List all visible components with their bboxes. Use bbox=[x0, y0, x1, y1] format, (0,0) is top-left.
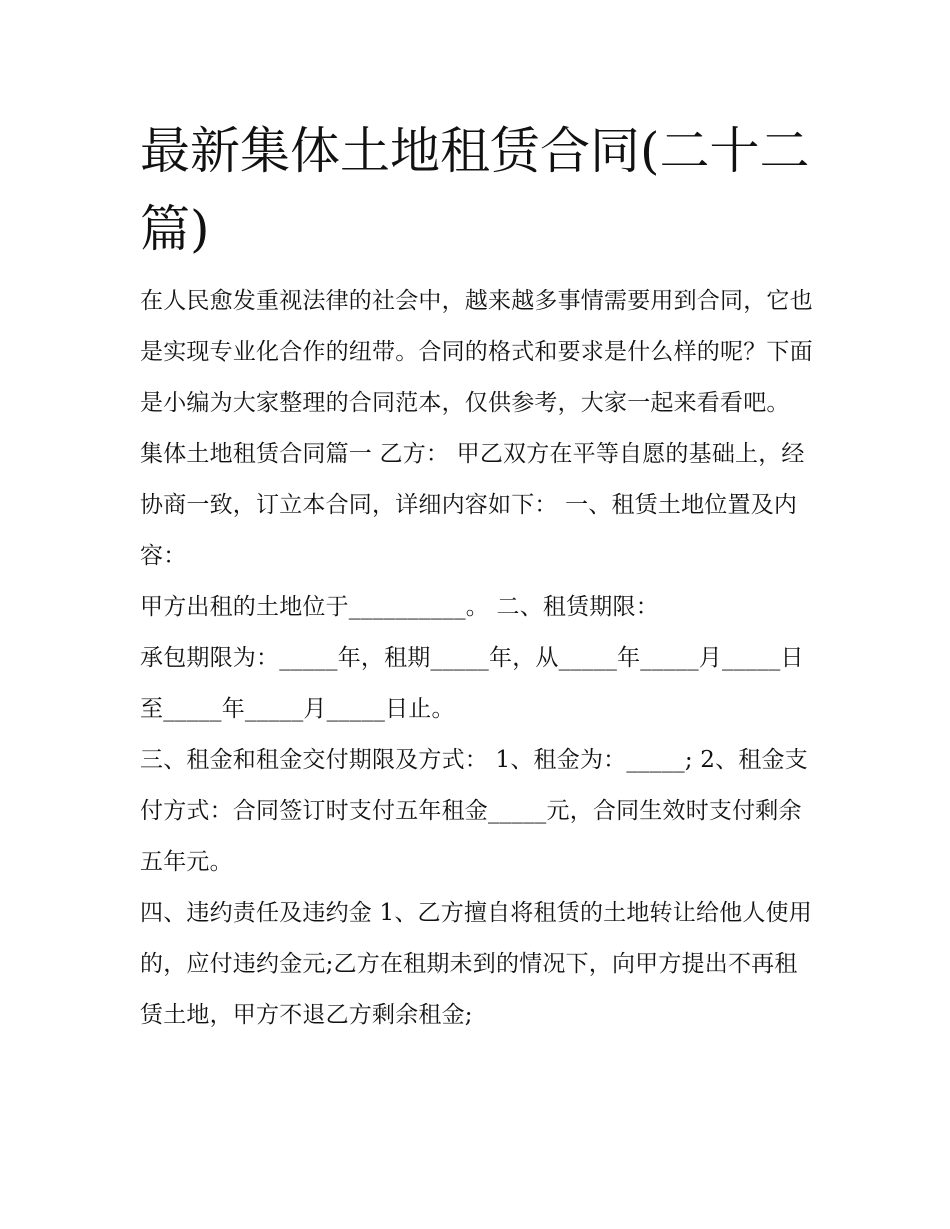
breach-liability-paragraph: 四、违约责任及违约金 1、乙方擅自将租赁的土地转让给他人使用的，应付违约金元;乙方在租期未到的情况下，向甲方提出不再租赁土地，甲方不退乙方剩余租金; bbox=[140, 900, 812, 1028]
lease-term-paragraph: 承包期限为：_____年，租期_____年，从_____年_____月_____日至_____年_____月_____日止。 bbox=[140, 645, 804, 722]
document-title: 最新集体土地租赁合同(二十二篇) bbox=[140, 122, 810, 258]
intro-paragraph: 在人民愈发重视法律的社会中，越来越多事情需要用到合同，它也是实现专业化合作的纽带。合同的格式和要求是什么样的呢？下面是小编为大家整理的合同范本，仅供参考，大家一起来看看吧。 bbox=[140, 288, 813, 416]
contract-opening-paragraph: 集体土地租赁合同篇一 乙方： 甲乙双方在平等自愿的基础上，经协商一致，订立本合同，详细内容如下： 一、租赁土地位置及内容： bbox=[140, 441, 805, 569]
rent-payment-paragraph: 三、租金和租金交付期限及方式： 1、租金为：_____; 2、租金支付方式：合同签订时支付五年租金_____元，合同生效时支付剩余五年元。 bbox=[140, 747, 808, 875]
land-location-paragraph: 甲方出租的土地位于__________。 二、租赁期限： bbox=[140, 594, 659, 620]
document-body bbox=[140, 276, 820, 1041]
